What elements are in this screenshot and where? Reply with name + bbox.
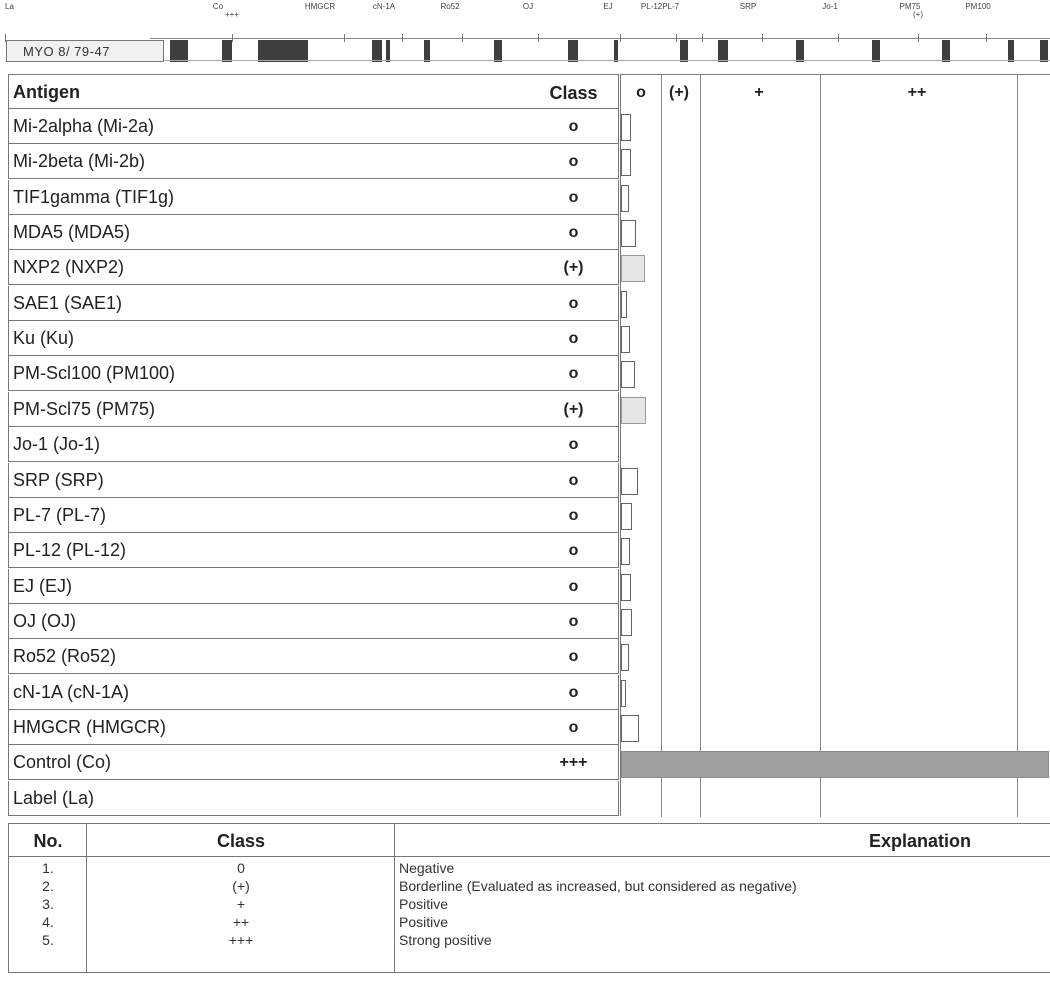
blot-strip [0, 0, 1050, 68]
intensity-bar [621, 326, 630, 353]
legend-explanation: Strong positive [399, 932, 492, 948]
strip-label: Ro52 [440, 2, 460, 11]
legend-header-class: Class [216, 831, 266, 851]
strip-tick [538, 34, 539, 42]
scale-line [700, 75, 701, 817]
legend-explanation: Positive [399, 914, 449, 930]
intensity-bar [621, 149, 631, 176]
antigen-cell: SAE1 (SAE1) [8, 286, 530, 321]
strip-label: OJ [522, 2, 534, 11]
strip-label: HMGCR [304, 2, 336, 11]
intensity-bar [621, 503, 632, 530]
header-antigen: Antigen [8, 74, 530, 109]
intensity-bar [621, 185, 629, 212]
strip-tick [918, 34, 919, 42]
antigen-cell: Ro52 (Ro52) [8, 639, 530, 674]
class-cell: o [529, 321, 619, 356]
strip-band [942, 40, 950, 62]
antigen-cell: NXP2 (NXP2) [8, 250, 530, 285]
intensity-bar [621, 609, 632, 636]
strip-tick [986, 34, 987, 42]
antigen-cell: HMGCR (HMGCR) [8, 710, 530, 745]
strip-tick [462, 34, 463, 42]
header-class: Class [529, 74, 619, 109]
strip-tick [620, 34, 621, 42]
strip-band [372, 40, 382, 62]
strip-band [718, 40, 728, 62]
antigen-cell: PM-Scl100 (PM100) [8, 356, 530, 391]
class-cell: o [529, 109, 619, 144]
strip-tick [344, 34, 345, 42]
class-cell: (+) [529, 392, 619, 427]
antigen-cell: OJ (OJ) [8, 604, 530, 639]
class-cell [529, 781, 619, 816]
strip-band [796, 40, 804, 62]
strip-band [494, 40, 502, 62]
scale-line [820, 75, 821, 817]
intensity-bar [621, 114, 631, 141]
scale-label-borderline: (+) [669, 84, 689, 101]
legend-header-explanation: Explanation [869, 831, 972, 851]
strip-tick [838, 34, 839, 42]
legend-no: 1. [42, 860, 54, 876]
strip-band [1040, 40, 1048, 62]
legend-explanation: Borderline (Evaluated as increased, but considered as negative) [399, 878, 797, 894]
strip-label: PM75 [899, 2, 921, 11]
legend-divider [9, 856, 1050, 857]
antigen-cell: PL-7 (PL-7) [8, 498, 530, 533]
strip-label: PL-12PL-7 [640, 2, 680, 11]
antigen-cell: MDA5 (MDA5) [8, 215, 530, 250]
intensity-bar [621, 361, 635, 388]
class-cell: o [529, 498, 619, 533]
antigen-cell: EJ (EJ) [8, 569, 530, 604]
class-cell: o [529, 463, 619, 498]
intensity-bar [621, 751, 1049, 778]
class-cell: o [529, 604, 619, 639]
legend-header-no: No. [33, 831, 63, 851]
class-cell: o [529, 533, 619, 568]
strip-band [614, 40, 618, 62]
antigen-cell: PL-12 (PL-12) [8, 533, 530, 568]
strip-band [170, 40, 188, 62]
intensity-bar [621, 538, 630, 565]
scale-label-strong: ++ [907, 84, 927, 101]
legend-class: +++ [228, 932, 254, 948]
antigen-cell: Ku (Ku) [8, 321, 530, 356]
legend-no: 2. [42, 878, 54, 894]
antigen-cell: PM-Scl75 (PM75) [8, 392, 530, 427]
class-cell: o [529, 180, 619, 215]
class-cell: o [529, 286, 619, 321]
strip-control-class: +++ [224, 10, 240, 19]
class-cell: (+) [529, 250, 619, 285]
intensity-bar [621, 468, 638, 495]
strip-tick [702, 34, 703, 42]
intensity-bar [621, 680, 626, 707]
legend-class: ++ [232, 914, 250, 930]
scale-label-negative: o [636, 84, 646, 101]
class-legend [8, 823, 1050, 973]
intensity-bar [621, 715, 639, 742]
intensity-bar [621, 220, 636, 247]
antigen-cell: TIF1gamma (TIF1g) [8, 180, 530, 215]
antigen-cell: SRP (SRP) [8, 463, 530, 498]
scale-line [661, 75, 662, 817]
legend-no: 3. [42, 896, 54, 912]
strip-band [872, 40, 880, 62]
strip-band [258, 40, 308, 62]
strip-tick [762, 34, 763, 42]
strip-tick [232, 34, 233, 42]
sample-id: MYO 8/ 79-47 [6, 40, 164, 62]
strip-band [386, 40, 390, 62]
strip-band [568, 40, 578, 62]
strip-label: Jo-1 [822, 2, 838, 11]
intensity-bar [621, 644, 629, 671]
class-cell: o [529, 144, 619, 179]
intensity-bar [621, 255, 645, 282]
strip-band [680, 40, 688, 62]
antigen-cell: cN-1A (cN-1A) [8, 675, 530, 710]
legend-explanation: Negative [399, 860, 455, 876]
legend-class: + [236, 896, 246, 912]
strip-label: PM100 [965, 2, 991, 11]
antigen-cell: Label (La) [8, 781, 530, 816]
strip-label: La [5, 2, 14, 11]
class-cell: o [529, 569, 619, 604]
legend-no: 4. [42, 914, 54, 930]
legend-class: 0 [237, 860, 245, 876]
intensity-bar [621, 574, 631, 601]
strip-label: SRP [739, 2, 757, 11]
strip-label: EJ [603, 2, 613, 11]
class-cell: +++ [529, 745, 619, 780]
class-cell: o [529, 215, 619, 250]
antigen-cell: Jo-1 (Jo-1) [8, 427, 530, 462]
legend-explanation: Positive [399, 896, 449, 912]
scale-label-positive: + [754, 84, 764, 101]
intensity-chart [620, 74, 1050, 816]
class-cell: o [529, 675, 619, 710]
strip-line [150, 38, 1050, 39]
antigen-cell: Control (Co) [8, 745, 530, 780]
strip-band [1008, 40, 1014, 62]
legend-class: (+) [232, 878, 250, 894]
class-cell: o [529, 639, 619, 674]
scale-line [1017, 75, 1018, 817]
strip-baseline [150, 60, 1050, 61]
strip-band [222, 40, 232, 62]
strip-band [424, 40, 430, 62]
strip-label: cN-1A [372, 2, 396, 11]
class-cell: o [529, 356, 619, 391]
strip-tick [402, 34, 403, 42]
antigen-cell: Mi-2alpha (Mi-2a) [8, 109, 530, 144]
antigen-cell: Mi-2beta (Mi-2b) [8, 144, 530, 179]
class-cell: o [529, 710, 619, 745]
legend-no: 5. [42, 932, 54, 948]
strip-pm75-class: (+) [913, 10, 923, 19]
intensity-bar [621, 397, 646, 424]
strip-label: Co [212, 2, 224, 11]
class-cell: o [529, 427, 619, 462]
strip-tick [676, 34, 677, 42]
intensity-bar [621, 291, 627, 318]
